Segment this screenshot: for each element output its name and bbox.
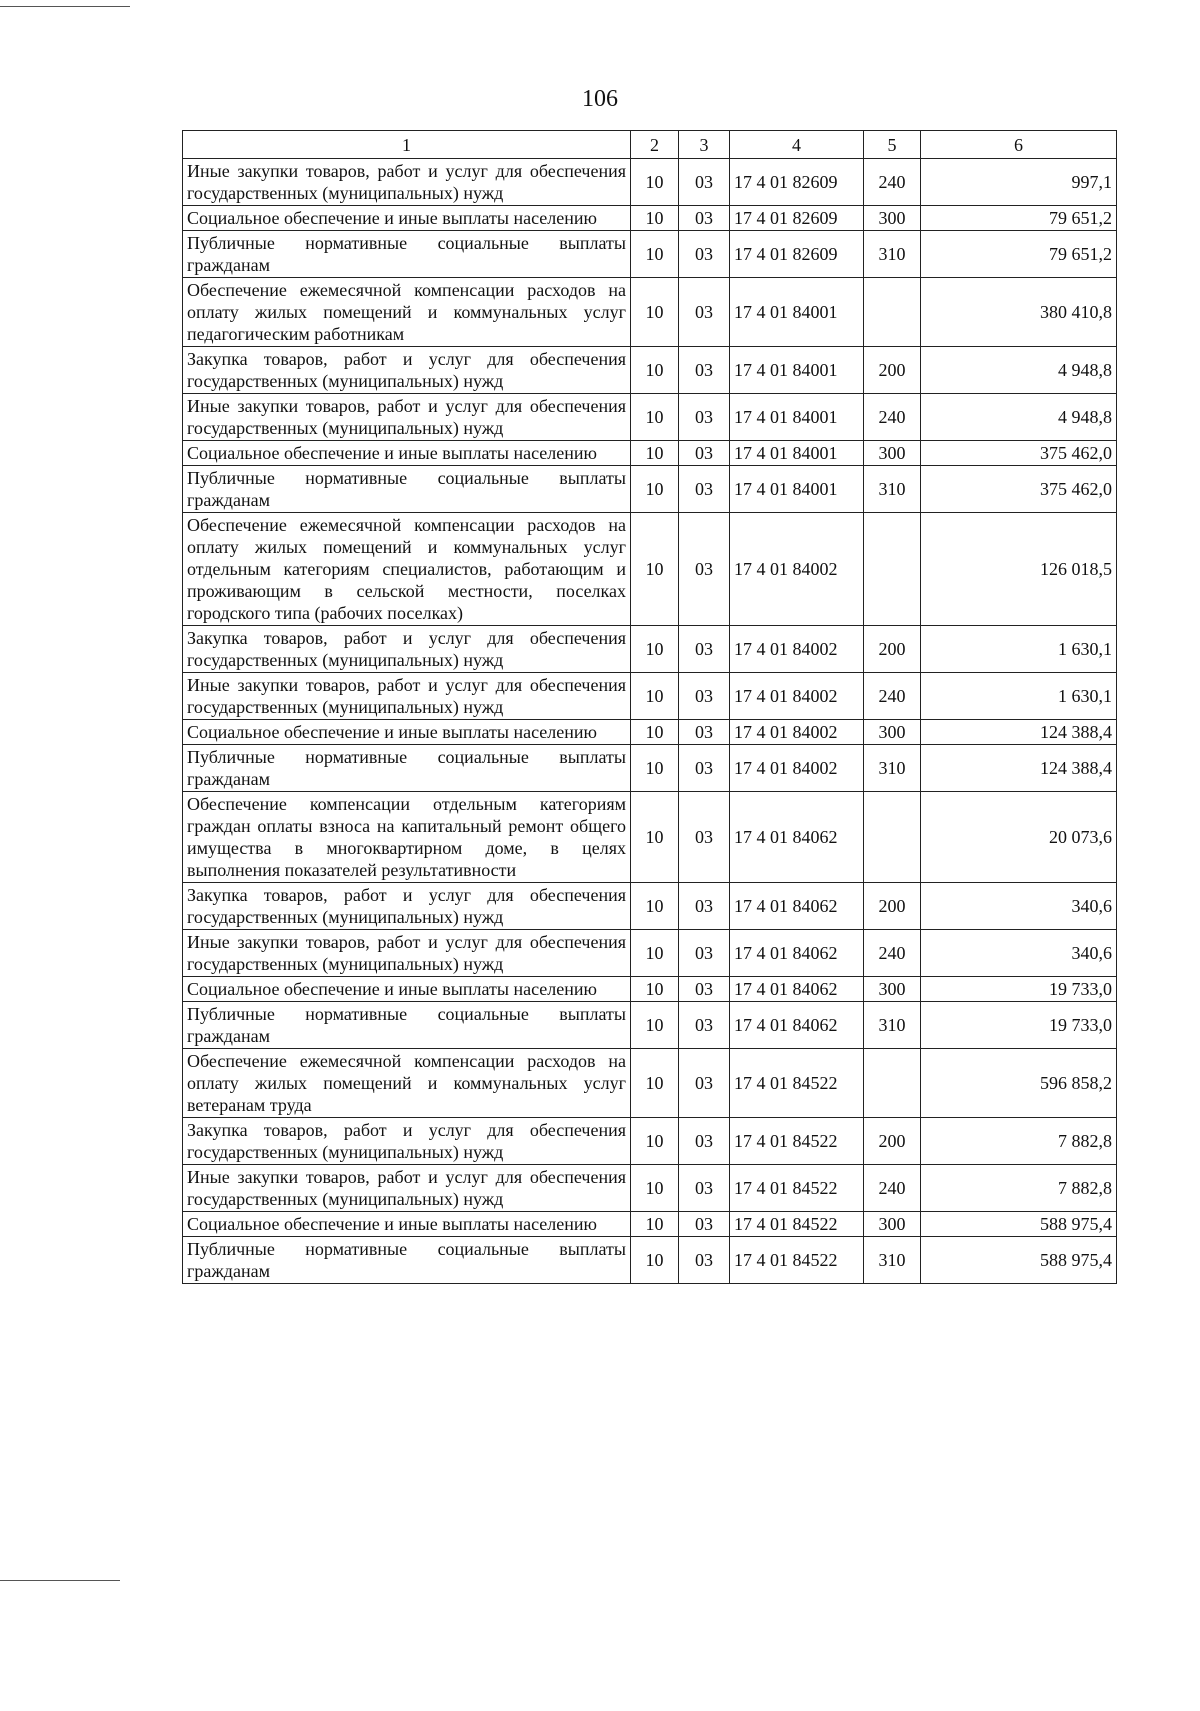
row-section: 10 (631, 1165, 679, 1212)
row-amount: 1 630,1 (921, 673, 1117, 720)
row-section: 10 (631, 720, 679, 745)
table-row (183, 206, 1117, 231)
row-amount: 596 858,2 (921, 1049, 1117, 1118)
row-section: 10 (631, 1118, 679, 1165)
row-section: 10 (631, 1237, 679, 1284)
row-target-code: 17 4 01 84001 (730, 466, 864, 513)
row-amount: 7 882,8 (921, 1118, 1117, 1165)
row-target-code: 17 4 01 84002 (730, 626, 864, 673)
row-description: Социальное обеспечение и иные выплаты населению (183, 206, 631, 231)
row-expense-type: 300 (864, 720, 921, 745)
row-description: Обеспечение компенсации отдельным категориям граждан оплаты взноса на капитальный ремонт общего имущества в многоквартирном доме, в целях выполнения показателей результативности (183, 792, 631, 883)
row-expense-type (864, 513, 921, 626)
row-section: 10 (631, 231, 679, 278)
row-section: 10 (631, 1002, 679, 1049)
row-expense-type: 240 (864, 394, 921, 441)
table-row (183, 1165, 1117, 1212)
row-description: Обеспечение ежемесячной компенсации расходов на оплату жилых помещений и коммунальных услуг отдельным категориям специалистов, работающим и проживающим в сельской местности, поселках городского типа (рабочих поселках) (183, 513, 631, 626)
row-subsection: 03 (679, 278, 730, 347)
table-row (183, 673, 1117, 720)
column-header: 1 (183, 131, 631, 159)
column-header: 5 (864, 131, 921, 159)
table-row (183, 977, 1117, 1002)
column-header: 3 (679, 131, 730, 159)
row-amount: 79 651,2 (921, 231, 1117, 278)
row-section: 10 (631, 930, 679, 977)
row-section: 10 (631, 441, 679, 466)
row-expense-type: 310 (864, 1002, 921, 1049)
row-description: Закупка товаров, работ и услуг для обеспечения государственных (муниципальных) нужд (183, 347, 631, 394)
row-amount: 126 018,5 (921, 513, 1117, 626)
table-row (183, 278, 1117, 347)
row-expense-type: 240 (864, 1165, 921, 1212)
row-subsection: 03 (679, 1237, 730, 1284)
row-subsection: 03 (679, 394, 730, 441)
budget-table (182, 130, 1117, 1284)
row-expense-type: 240 (864, 673, 921, 720)
table-row (183, 1002, 1117, 1049)
row-subsection: 03 (679, 883, 730, 930)
table-row (183, 626, 1117, 673)
row-section: 10 (631, 1049, 679, 1118)
row-expense-type: 200 (864, 347, 921, 394)
row-amount: 340,6 (921, 930, 1117, 977)
row-target-code: 17 4 01 84002 (730, 720, 864, 745)
row-amount: 124 388,4 (921, 745, 1117, 792)
scan-edge-mark (0, 1580, 120, 1581)
row-subsection: 03 (679, 1002, 730, 1049)
column-header: 6 (921, 131, 1117, 159)
row-section: 10 (631, 466, 679, 513)
row-amount: 19 733,0 (921, 1002, 1117, 1049)
row-target-code: 17 4 01 84001 (730, 394, 864, 441)
row-expense-type: 200 (864, 626, 921, 673)
row-target-code: 17 4 01 84062 (730, 977, 864, 1002)
row-section: 10 (631, 278, 679, 347)
row-target-code: 17 4 01 84522 (730, 1165, 864, 1212)
row-description: Иные закупки товаров, работ и услуг для обеспечения государственных (муниципальных) нужд (183, 930, 631, 977)
row-target-code: 17 4 01 84062 (730, 792, 864, 883)
header-row (183, 131, 1117, 159)
row-amount: 588 975,4 (921, 1212, 1117, 1237)
table-row (183, 930, 1117, 977)
row-amount: 124 388,4 (921, 720, 1117, 745)
row-target-code: 17 4 01 84002 (730, 673, 864, 720)
row-description: Иные закупки товаров, работ и услуг для обеспечения государственных (муниципальных) нужд (183, 159, 631, 206)
row-section: 10 (631, 792, 679, 883)
row-expense-type: 240 (864, 159, 921, 206)
table-row (183, 720, 1117, 745)
row-description: Публичные нормативные социальные выплаты гражданам (183, 231, 631, 278)
row-expense-type: 310 (864, 466, 921, 513)
row-description: Иные закупки товаров, работ и услуг для обеспечения государственных (муниципальных) нужд (183, 673, 631, 720)
row-target-code: 17 4 01 84522 (730, 1118, 864, 1165)
row-subsection: 03 (679, 1165, 730, 1212)
row-section: 10 (631, 626, 679, 673)
row-amount: 340,6 (921, 883, 1117, 930)
row-section: 10 (631, 745, 679, 792)
row-target-code: 17 4 01 82609 (730, 159, 864, 206)
row-target-code: 17 4 01 84522 (730, 1049, 864, 1118)
column-header: 4 (730, 131, 864, 159)
row-amount: 588 975,4 (921, 1237, 1117, 1284)
row-amount: 4 948,8 (921, 347, 1117, 394)
row-target-code: 17 4 01 84002 (730, 745, 864, 792)
row-target-code: 17 4 01 84002 (730, 513, 864, 626)
row-section: 10 (631, 394, 679, 441)
row-description: Обеспечение ежемесячной компенсации расходов на оплату жилых помещений и коммунальных услуг ветеранам труда (183, 1049, 631, 1118)
row-description: Социальное обеспечение и иные выплаты населению (183, 720, 631, 745)
row-subsection: 03 (679, 159, 730, 206)
row-target-code: 17 4 01 84001 (730, 347, 864, 394)
row-target-code: 17 4 01 84062 (730, 1002, 864, 1049)
table-row (183, 347, 1117, 394)
row-target-code: 17 4 01 82609 (730, 231, 864, 278)
row-amount: 7 882,8 (921, 1165, 1117, 1212)
row-subsection: 03 (679, 1118, 730, 1165)
row-expense-type (864, 1049, 921, 1118)
row-target-code: 17 4 01 84062 (730, 883, 864, 930)
row-description: Иные закупки товаров, работ и услуг для обеспечения государственных (муниципальных) нужд (183, 394, 631, 441)
row-subsection: 03 (679, 347, 730, 394)
row-subsection: 03 (679, 231, 730, 278)
row-expense-type (864, 278, 921, 347)
row-subsection: 03 (679, 206, 730, 231)
row-description: Закупка товаров, работ и услуг для обеспечения государственных (муниципальных) нужд (183, 626, 631, 673)
row-description: Социальное обеспечение и иные выплаты населению (183, 1212, 631, 1237)
row-description: Иные закупки товаров, работ и услуг для обеспечения государственных (муниципальных) нужд (183, 1165, 631, 1212)
row-section: 10 (631, 1212, 679, 1237)
row-target-code: 17 4 01 82609 (730, 206, 864, 231)
row-expense-type: 310 (864, 1237, 921, 1284)
table-row (183, 745, 1117, 792)
table-row (183, 1237, 1117, 1284)
row-target-code: 17 4 01 84001 (730, 441, 864, 466)
row-amount: 375 462,0 (921, 466, 1117, 513)
row-target-code: 17 4 01 84062 (730, 930, 864, 977)
row-subsection: 03 (679, 792, 730, 883)
row-subsection: 03 (679, 1049, 730, 1118)
row-subsection: 03 (679, 673, 730, 720)
row-description: Публичные нормативные социальные выплаты гражданам (183, 1002, 631, 1049)
row-description: Публичные нормативные социальные выплаты гражданам (183, 745, 631, 792)
row-description: Закупка товаров, работ и услуг для обеспечения государственных (муниципальных) нужд (183, 1118, 631, 1165)
table-row (183, 159, 1117, 206)
row-amount: 19 733,0 (921, 977, 1117, 1002)
row-section: 10 (631, 673, 679, 720)
table-header (183, 131, 1117, 159)
row-subsection: 03 (679, 466, 730, 513)
row-subsection: 03 (679, 720, 730, 745)
row-section: 10 (631, 347, 679, 394)
row-subsection: 03 (679, 930, 730, 977)
row-section: 10 (631, 513, 679, 626)
table-row (183, 394, 1117, 441)
row-amount: 375 462,0 (921, 441, 1117, 466)
row-subsection: 03 (679, 626, 730, 673)
row-section: 10 (631, 883, 679, 930)
table-row (183, 513, 1117, 626)
row-subsection: 03 (679, 441, 730, 466)
row-amount: 20 073,6 (921, 792, 1117, 883)
row-section: 10 (631, 206, 679, 231)
row-subsection: 03 (679, 1212, 730, 1237)
row-description: Социальное обеспечение и иные выплаты населению (183, 441, 631, 466)
row-description: Публичные нормативные социальные выплаты гражданам (183, 466, 631, 513)
table-body (183, 159, 1117, 1284)
row-expense-type: 310 (864, 231, 921, 278)
row-expense-type: 200 (864, 883, 921, 930)
row-expense-type: 300 (864, 441, 921, 466)
table-row (183, 231, 1117, 278)
table-row (183, 1118, 1117, 1165)
column-header: 2 (631, 131, 679, 159)
row-expense-type (864, 792, 921, 883)
table-row (183, 1212, 1117, 1237)
row-expense-type: 300 (864, 206, 921, 231)
row-description: Социальное обеспечение и иные выплаты населению (183, 977, 631, 1002)
row-subsection: 03 (679, 745, 730, 792)
row-expense-type: 200 (864, 1118, 921, 1165)
row-description: Закупка товаров, работ и услуг для обеспечения государственных (муниципальных) нужд (183, 883, 631, 930)
row-amount: 79 651,2 (921, 206, 1117, 231)
row-amount: 380 410,8 (921, 278, 1117, 347)
row-expense-type: 310 (864, 745, 921, 792)
row-description: Публичные нормативные социальные выплаты гражданам (183, 1237, 631, 1284)
row-target-code: 17 4 01 84522 (730, 1212, 864, 1237)
table-row (183, 1049, 1117, 1118)
row-expense-type: 240 (864, 930, 921, 977)
table-row (183, 441, 1117, 466)
row-subsection: 03 (679, 513, 730, 626)
row-section: 10 (631, 977, 679, 1002)
row-target-code: 17 4 01 84522 (730, 1237, 864, 1284)
row-amount: 1 630,1 (921, 626, 1117, 673)
row-amount: 4 948,8 (921, 394, 1117, 441)
table-row (183, 466, 1117, 513)
row-expense-type: 300 (864, 1212, 921, 1237)
row-description: Обеспечение ежемесячной компенсации расходов на оплату жилых помещений и коммунальных услуг педагогическим работникам (183, 278, 631, 347)
row-section: 10 (631, 159, 679, 206)
scan-edge-mark (0, 6, 130, 7)
table-row (183, 883, 1117, 930)
row-subsection: 03 (679, 977, 730, 1002)
row-target-code: 17 4 01 84001 (730, 278, 864, 347)
row-amount: 997,1 (921, 159, 1117, 206)
row-expense-type: 300 (864, 977, 921, 1002)
page-number: 106 (582, 86, 618, 112)
table-row (183, 792, 1117, 883)
